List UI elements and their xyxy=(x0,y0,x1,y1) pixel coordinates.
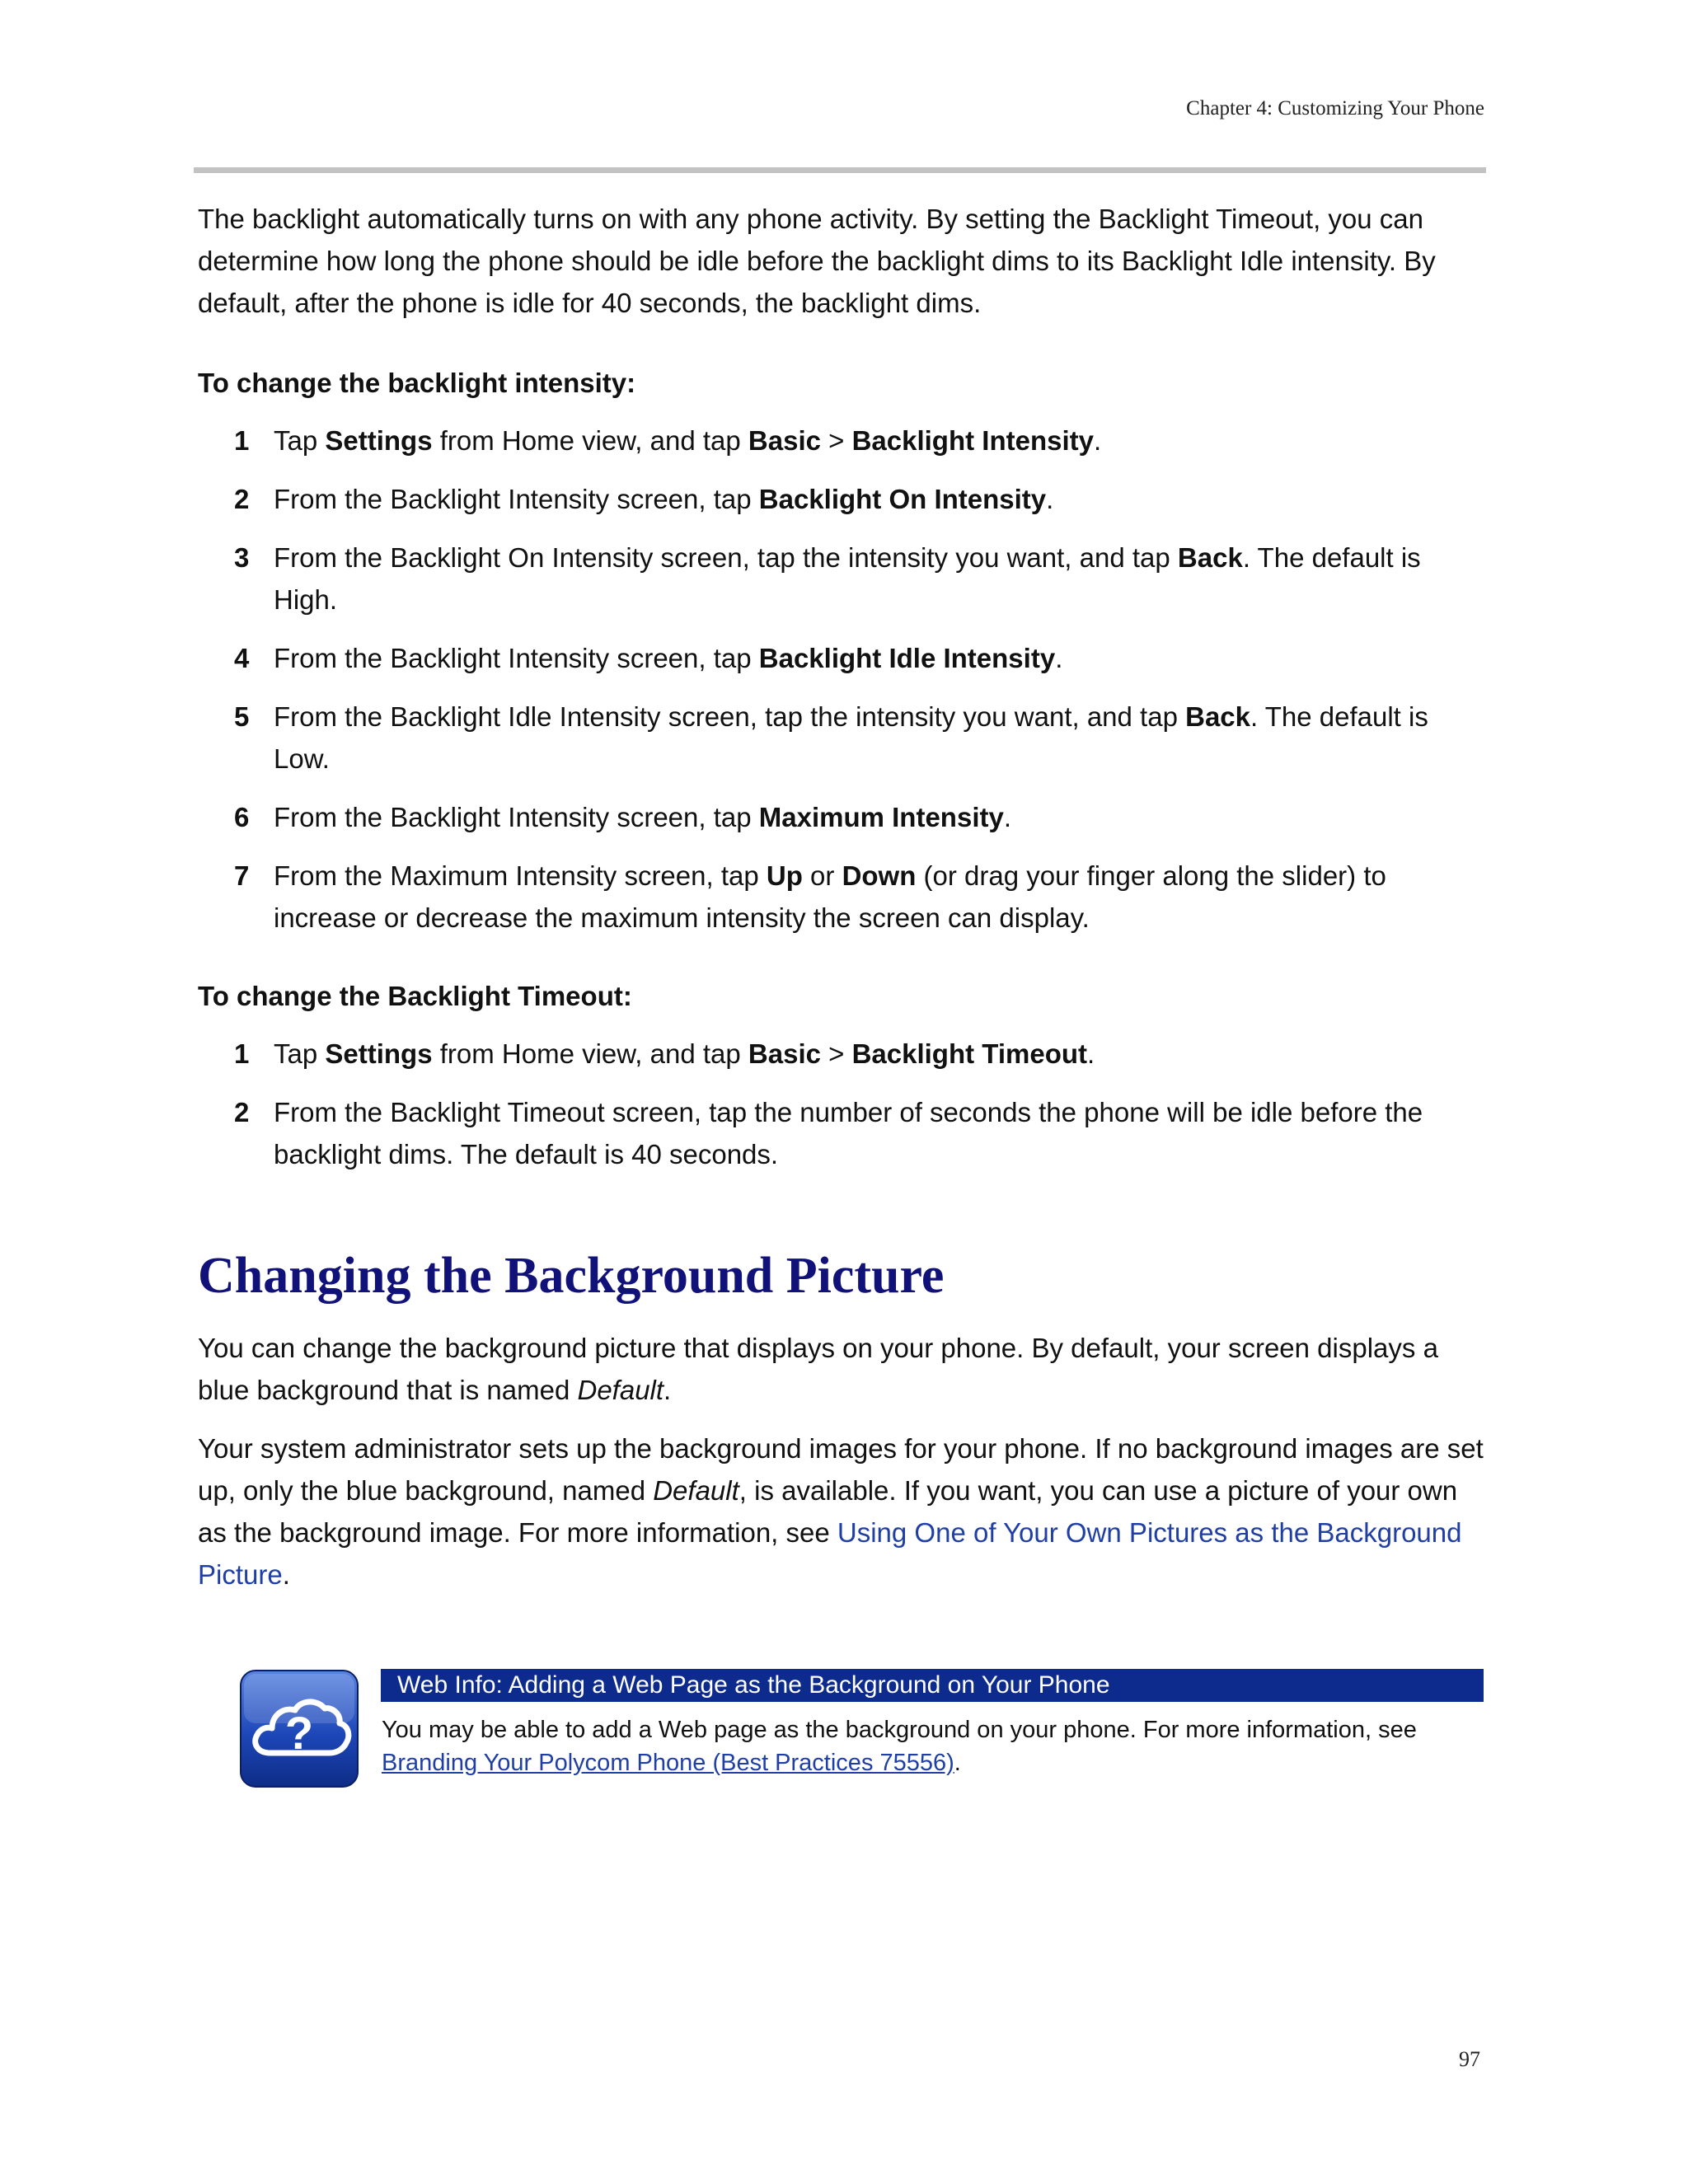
section-paragraph-2 xyxy=(198,1427,1484,1596)
step-text: > xyxy=(820,1038,852,1069)
ui-term: Maximum Intensity xyxy=(758,802,1004,832)
step-number: 5 xyxy=(234,701,250,732)
step-text: . xyxy=(1055,643,1063,673)
ui-term: Settings xyxy=(325,1038,433,1069)
step-number: 1 xyxy=(234,425,250,456)
section-title: Changing the Background Picture xyxy=(198,1248,945,1304)
page-number: 97 xyxy=(1459,2047,1480,2071)
step xyxy=(198,537,1484,621)
step-text: From the Backlight On Intensity screen, tap the intensity you want, and tap xyxy=(274,542,1178,573)
step-text: From the Backlight Idle Intensity screen, tap the intensity you want, and tap xyxy=(274,701,1186,732)
own-pictures-link[interactable]: Using One of Your Own Pictures as the Background Picture xyxy=(198,1517,1462,1590)
step-text: > xyxy=(820,425,852,456)
step-text: . xyxy=(1046,484,1054,514)
step-text: . The default is Low. xyxy=(274,701,1428,774)
emphasis-term: Default xyxy=(577,1375,664,1405)
web-info-callout xyxy=(239,1669,1488,1793)
header-rule xyxy=(194,167,1486,173)
procedure-heading-intensity: To change the backlight intensity: xyxy=(198,368,636,398)
step xyxy=(198,1033,1484,1075)
page-content xyxy=(198,198,1484,1612)
paragraph-text: . xyxy=(663,1375,672,1405)
step-number: 3 xyxy=(234,542,250,573)
ui-term: Basic xyxy=(748,425,821,456)
step xyxy=(198,696,1484,780)
step-text: From the Backlight Timeout screen, tap the number of seconds the phone will be idle before the backlight dims. The default is 40 seconds. xyxy=(274,1097,1423,1169)
step-number: 1 xyxy=(234,1038,250,1069)
step-number: 2 xyxy=(234,1097,250,1127)
step-text: From the Backlight Intensity screen, tap xyxy=(274,484,759,514)
step-text: . xyxy=(1003,802,1012,832)
step-number: 2 xyxy=(234,484,250,514)
paragraph-text: . xyxy=(282,1559,290,1590)
ui-term: Up xyxy=(766,860,803,891)
step-text: (or drag your finger along the slider) to increase or decrease the maximum intensity the screen can display. xyxy=(274,860,1386,933)
ui-term: Backlight Idle Intensity xyxy=(758,643,1056,673)
step xyxy=(198,419,1484,462)
timeout-steps xyxy=(198,1033,1484,1175)
step-number: 7 xyxy=(234,860,250,891)
ui-term: Backlight Intensity xyxy=(851,425,1094,456)
emphasis-term: Default xyxy=(653,1475,739,1506)
ui-term: Down xyxy=(842,860,917,891)
step xyxy=(198,796,1484,838)
branding-link[interactable]: Branding Your Polycom Phone (Best Practices 75556) xyxy=(382,1750,954,1776)
step-text: . The default is High. xyxy=(274,542,1421,615)
step xyxy=(198,855,1484,939)
ui-term: Basic xyxy=(748,1038,821,1069)
step xyxy=(198,637,1484,679)
procedure-heading-timeout: To change the Backlight Timeout: xyxy=(198,981,632,1011)
step-text: or xyxy=(802,860,842,891)
ui-term: Backlight Timeout xyxy=(851,1038,1088,1069)
paragraph-text: , is available. If you want, you can use a picture of your own as the background image. For more information, see xyxy=(198,1475,1458,1548)
svg-text:?: ? xyxy=(284,1707,314,1759)
step-text: Tap xyxy=(274,1038,326,1069)
paragraph-text: You can change the background picture that displays on your phone. By default, your screen displays a blue background that is named xyxy=(198,1333,1438,1405)
web-info-title: Web Info: Adding a Web Page as the Background on Your Phone xyxy=(381,1669,1484,1702)
step xyxy=(198,1091,1484,1175)
callout-text: You may be able to add a Web page as the background on your phone. For more information, see xyxy=(382,1717,1417,1743)
section-paragraph-1 xyxy=(198,1327,1484,1411)
step-number: 4 xyxy=(234,643,250,673)
step-number: 6 xyxy=(234,802,250,832)
step-text: Tap xyxy=(274,425,326,456)
web-info-text xyxy=(382,1713,1484,1779)
step-text: from Home view, and tap xyxy=(432,425,748,456)
step-text: . xyxy=(1087,1038,1095,1069)
step-text: From the Backlight Intensity screen, tap xyxy=(274,643,759,673)
step-text: From the Backlight Intensity screen, tap xyxy=(274,802,759,832)
step-text: from Home view, and tap xyxy=(432,1038,748,1069)
ui-term: Backlight On Intensity xyxy=(758,484,1047,514)
cloud-question-icon xyxy=(239,1669,359,1788)
ui-term: Back xyxy=(1177,542,1243,573)
ui-term: Back xyxy=(1185,701,1250,732)
intensity-steps xyxy=(198,419,1484,939)
paragraph-text: Your system administrator sets up the background images for your phone. If no background images are set up, only the blue background, named xyxy=(198,1433,1484,1506)
running-header: Chapter 4: Customizing Your Phone xyxy=(1186,97,1484,120)
step xyxy=(198,478,1484,520)
callout-text: . xyxy=(954,1750,961,1776)
intro-paragraph: The backlight automatically turns on with any phone activity. By setting the Backlight Timeout, you can determine how long the phone should be idle before the backlight dims to its Backlight Idle intensity. By default, after the phone is idle for 40 seconds, the backlight dims. xyxy=(198,204,1436,318)
step-text: From the Maximum Intensity screen, tap xyxy=(274,860,767,891)
ui-term: Settings xyxy=(325,425,433,456)
step-text: . xyxy=(1093,425,1102,456)
